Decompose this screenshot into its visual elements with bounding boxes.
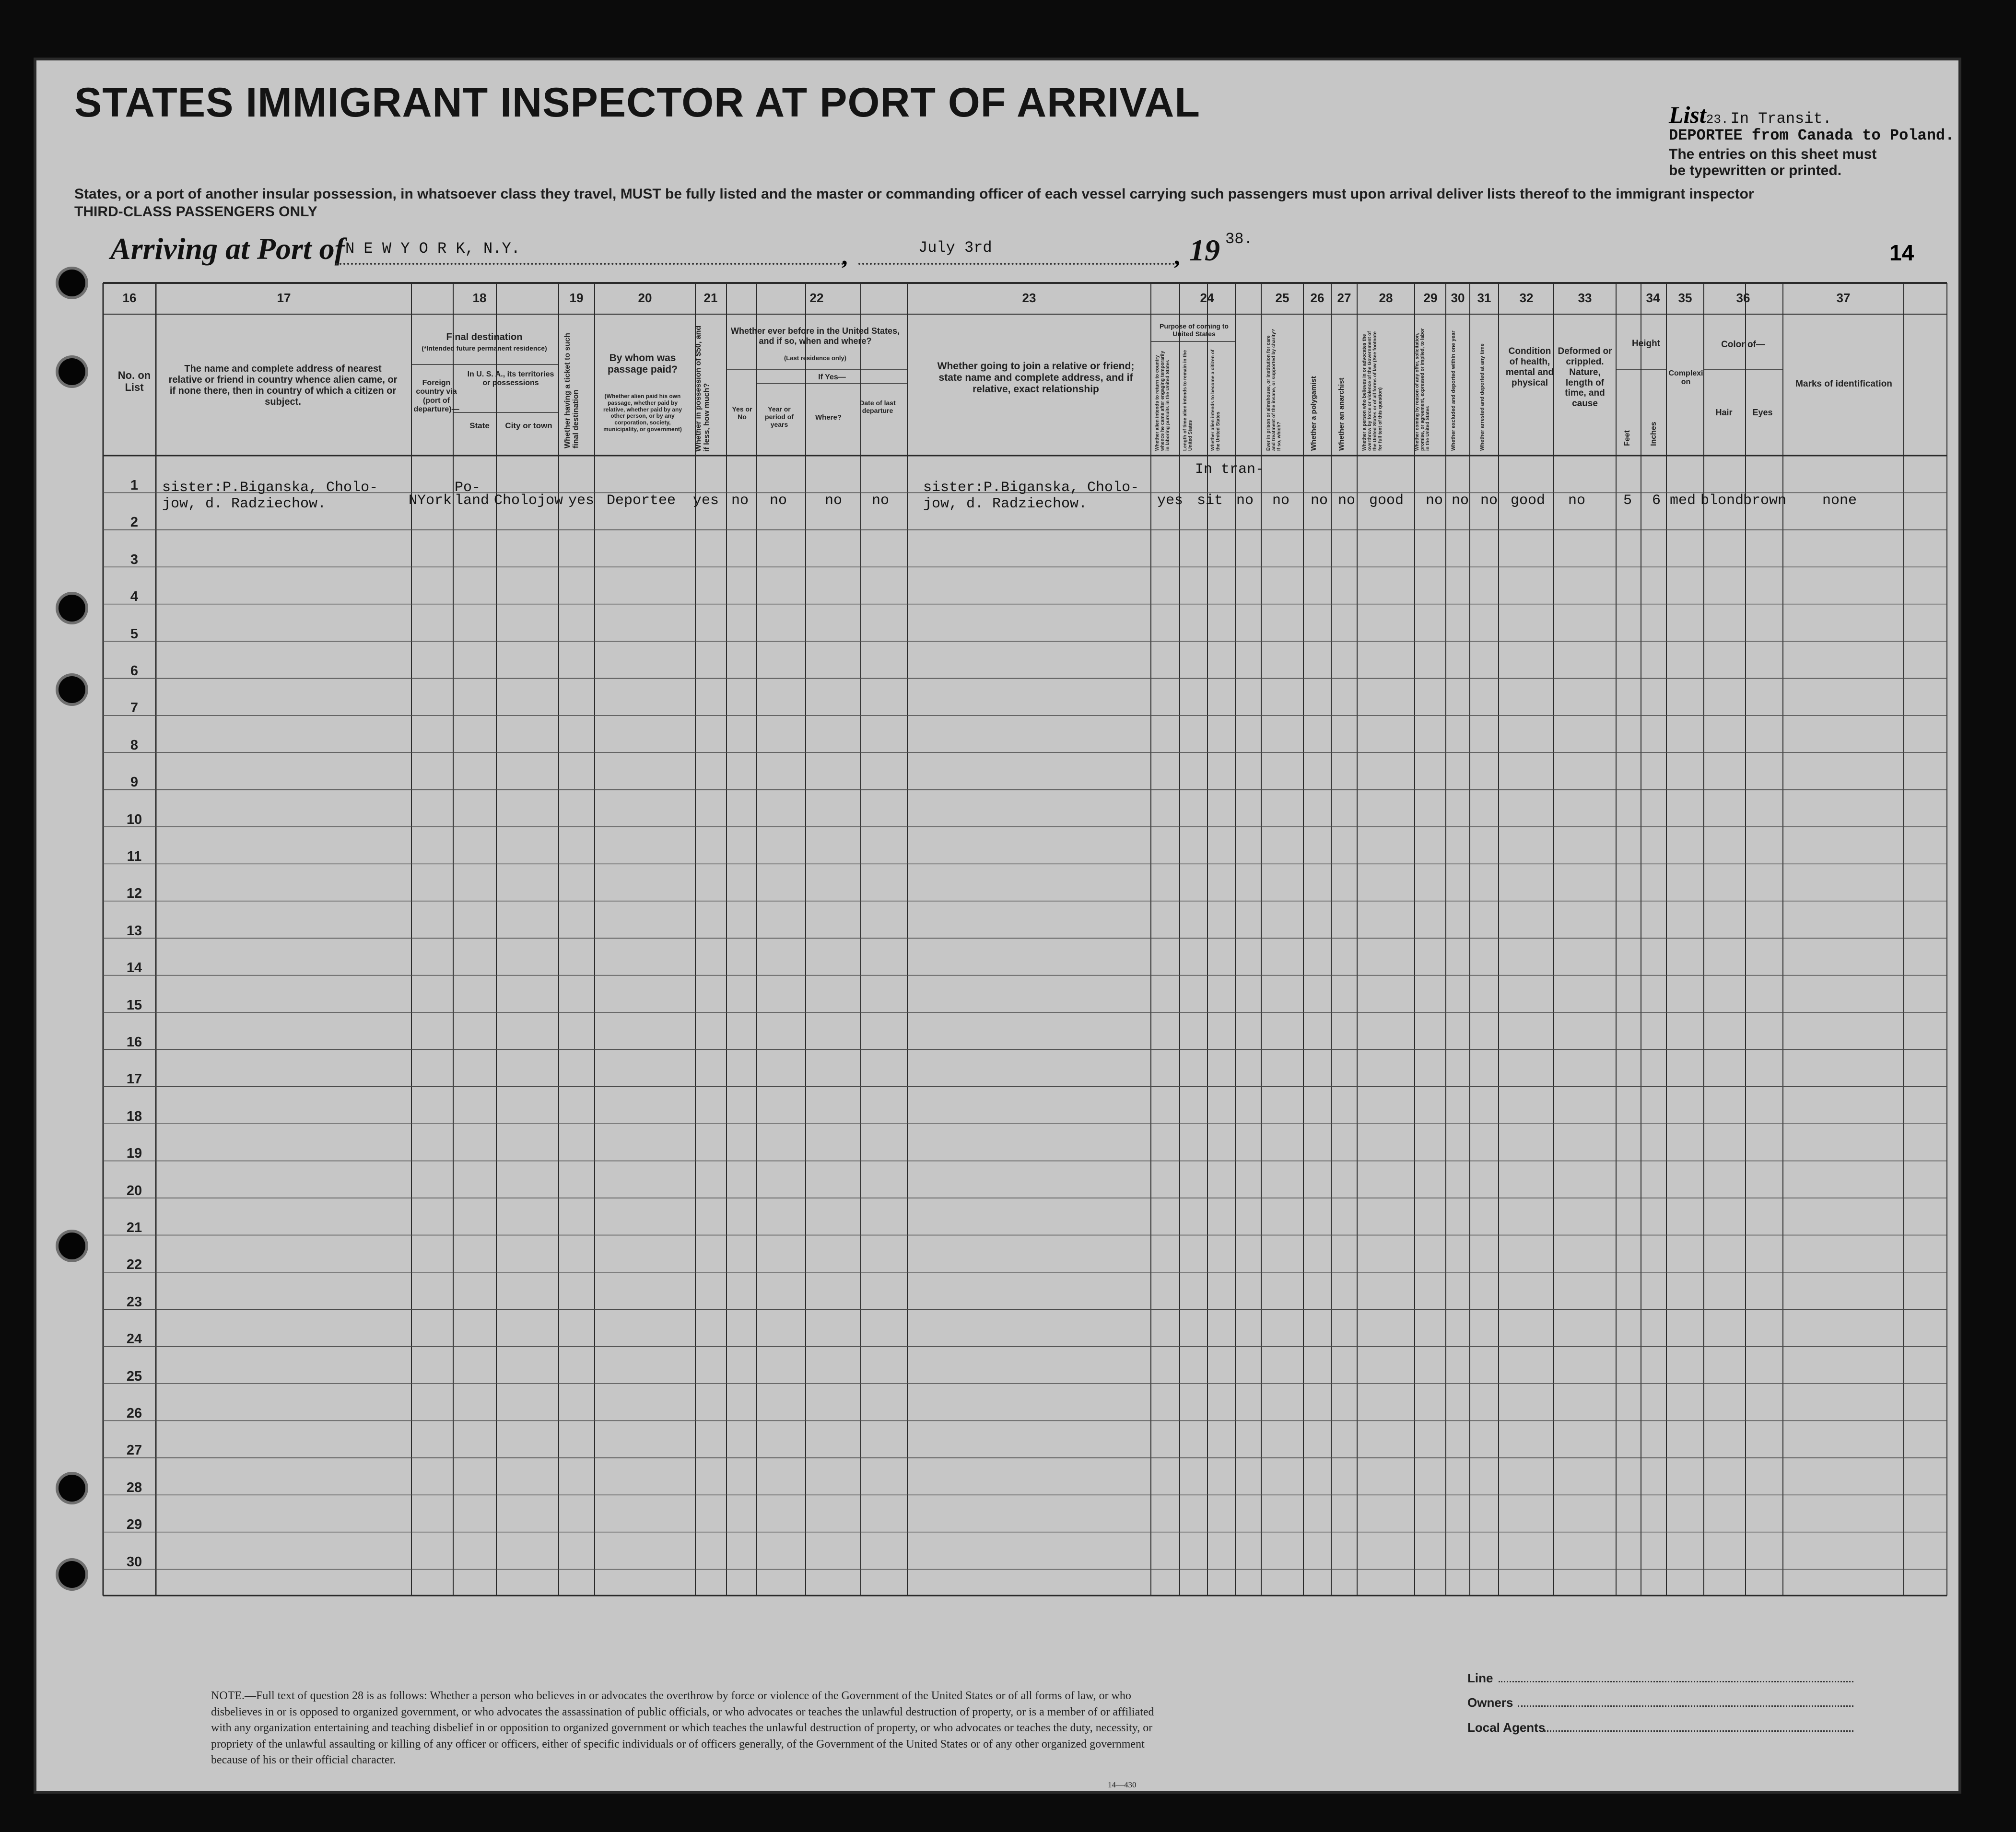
year-suffix: 38. [1225, 230, 1253, 248]
header-state: State [469, 421, 490, 430]
entry-q31: no [1480, 493, 1498, 509]
header-year-period: Year or period of years [765, 405, 794, 429]
entry-eyes: brown [1743, 493, 1787, 509]
column-number: 30 [1451, 291, 1465, 305]
row-number: 13 [126, 923, 142, 939]
row-number: 25 [126, 1368, 142, 1384]
header-final-destination: Final destination [446, 332, 523, 342]
footnote-question-28: NOTE.—Full text of question 28 is as follows: Whether a person who believes in or advocates the overthrow by force or violence of the Government of the United States or of all forms of law, or who disbelieves in or is opposed to organized government, or who advocates the assassination of public officials, or who advocates or teaches the unlawful destruction of property, or is a member of or affiliated with any organization entertaining and teaching disbelief in or opposition to organized government or which teaches the unlawful destruction of property, or who advocates or teaches the duty, necessity, or propriety of the unlawful assaulting or killing of any officer or officers, either of specific individuals or of officers generally, of the Government of the United States or of any other organized government because of his or their official character. [211, 1690, 1154, 1767]
entry-where: no [825, 493, 843, 509]
row-number: 14 [126, 960, 142, 976]
entry-prison: no [1272, 493, 1290, 509]
form-number: 14—430 [1108, 1780, 1137, 1789]
entry-city: Cholojow [494, 493, 563, 509]
entry-marks: none [1822, 493, 1857, 509]
page-number: 14 [1889, 240, 1914, 265]
row-number: 27 [126, 1443, 142, 1458]
entry-inches: 6 [1652, 493, 1661, 509]
column-number: 26 [1310, 291, 1324, 305]
row-number: 17 [126, 1071, 142, 1087]
entries-note1: The entries on this sheet must [1669, 146, 1877, 162]
header-ticket: Whether having a ticket to such final destination [563, 333, 580, 448]
line-label: Line [1467, 1671, 1493, 1685]
row-number: 21 [126, 1220, 142, 1235]
row-number: 1 [130, 478, 139, 493]
entry-before-us: no [731, 493, 749, 509]
row-number: 15 [126, 997, 142, 1013]
list-note: In Transit. [1730, 110, 1832, 128]
column-number: 35 [1678, 291, 1692, 305]
row-number: 26 [126, 1406, 142, 1421]
header-ever-before-sub: (Last residence only) [784, 354, 847, 362]
header-hair: Hair [1715, 408, 1733, 417]
row-number: 9 [130, 775, 139, 790]
row-number: 28 [126, 1480, 142, 1495]
column-number: 31 [1477, 291, 1491, 305]
header-marks: Marks of identification [1795, 379, 1892, 389]
row-number: 12 [126, 886, 142, 902]
header-ever-before: Whether ever before in the United States, and if so, when and where? [730, 326, 900, 346]
row-number: 3 [130, 552, 139, 567]
date-value: July 3rd [918, 239, 992, 257]
port-value: N E W Y O R K, N.Y. [345, 240, 520, 258]
column-number: 34 [1646, 291, 1660, 305]
entry-polygamist: no [1311, 493, 1328, 509]
row-number: 19 [126, 1146, 142, 1162]
header-purpose: Purpose of coming to United States [1160, 322, 1229, 338]
header-inches: Inches [1650, 422, 1658, 446]
header-city: City or town [505, 421, 552, 430]
row-number: 7 [130, 700, 139, 716]
header-q28: Whether a person who believes in or advocates the overthrow by force or violence of the Government of the United States or of all forms of law (See footnote for full text of this question) [1362, 331, 1383, 451]
subtitle-line2: THIRD-CLASS PASSENGERS ONLY [74, 204, 317, 220]
entry-passage-paid: Deportee [607, 493, 676, 509]
header-no-on-list: No. on List [117, 369, 151, 394]
entry-ticket: yes [568, 493, 595, 509]
column-number: 28 [1379, 291, 1393, 305]
header-passage-paid-sub: (Whether alien paid his own passage, whether paid by relative, whether paid by any other person, or by any corporation, society, municipality, or government) [603, 393, 682, 433]
column-number: 24 [1200, 291, 1214, 305]
entry-relative-line2: jow, d. Radziechow. [162, 496, 327, 512]
header-final-destination-sub: (*Intended future permanent residence) [422, 344, 547, 352]
entry-q30: no [1452, 493, 1469, 509]
entries-note2: be typewritten or printed. [1669, 163, 1842, 178]
header-q31: Whether arrested and deported at any time [1479, 343, 1485, 451]
list-label: List [1669, 101, 1706, 128]
header-yes-no: Yes or No [732, 405, 752, 421]
entry-deformed: no [1568, 493, 1586, 509]
column-number: 18 [472, 291, 487, 305]
header-q29: Whether coming by reason of any offer, solicitation, promise, or agreement, expressed or implied, to labor in the United States [1415, 328, 1430, 451]
agents-dots [1544, 1730, 1853, 1732]
row-number: 22 [126, 1257, 142, 1273]
header-feet: Feet [1623, 430, 1631, 446]
row-number: 16 [126, 1034, 142, 1050]
header-q30: Whether excluded and deported within one year [1451, 330, 1456, 451]
entry-hair: blond [1700, 493, 1744, 509]
header-purpose-citizen: Whether alien intends to become a citizen of the United States [1210, 349, 1221, 451]
header-prison: Ever in prison or almshouse, or institution for care and treatment of the insane, or supported by charity? If so, which? [1266, 329, 1282, 451]
entry-state-line1: Po- [455, 480, 481, 496]
column-number: 33 [1578, 291, 1592, 305]
entry-year-period: no [770, 493, 787, 509]
column-number: 25 [1275, 291, 1289, 305]
column-number: 29 [1423, 291, 1438, 305]
entry-health: good [1511, 493, 1546, 509]
entry-citizen: no [1236, 493, 1254, 509]
owners-label: Owners [1467, 1695, 1513, 1710]
row-number: 11 [127, 849, 142, 864]
owners-dots [1518, 1705, 1853, 1707]
row-number: 20 [126, 1183, 142, 1198]
column-number: 21 [703, 291, 718, 305]
header-anarchist: Whether an anarchist [1337, 377, 1346, 451]
header-fifty-dollars: Whether in possession of $50, and if less, how much? [694, 325, 711, 452]
header-usa: In U. S. A., its territories or possessions [467, 370, 554, 388]
row-number: 5 [130, 626, 139, 642]
comma: , [1174, 243, 1180, 270]
entry-q28: good [1369, 493, 1404, 509]
header-relative-address: The name and complete address of nearest relative or friend in country whence alien came, or if none there, then in country of which a citizen or subject. [168, 364, 398, 407]
deportee-note: DEPORTEE from Canada to Poland. [1669, 127, 1955, 144]
column-number: 32 [1519, 291, 1534, 305]
entry-length-line1: In tran- [1195, 461, 1265, 478]
header-passage-paid: By whom was passage paid? [608, 352, 678, 376]
row-number: 6 [130, 663, 139, 679]
page-title: STATES IMMIGRANT INSPECTOR AT PORT OF ARRIVAL [74, 80, 1200, 126]
row-number: 10 [126, 811, 142, 827]
header-purpose-length: Length of time alien intends to remain in the United States [1183, 350, 1193, 451]
row-number: 8 [130, 737, 139, 753]
entry-length-line2: sit [1197, 493, 1223, 509]
entry-join-line2: jow, d. Radziechow. [923, 496, 1088, 512]
column-number: 22 [809, 291, 824, 305]
entry-anarchist: no [1338, 493, 1356, 509]
column-number: 27 [1337, 291, 1351, 305]
line-dots [1499, 1681, 1853, 1682]
header-height: Height [1631, 339, 1661, 349]
subtitle-line1: States, or a port of another insular possession, in whatsoever class they travel, MUST be fully listed and the master or commanding officer of each vessel carrying such passengers must upon arrival deliver lists thereof to the immigrant inspector [74, 186, 1754, 202]
row-number: 4 [130, 589, 139, 605]
entry-complexion: med [1670, 493, 1696, 509]
entry-fifty-dollars: yes [693, 493, 719, 509]
header-polygamist: Whether a polygamist [1310, 376, 1318, 451]
arriving-label: Arriving at Port of [110, 232, 345, 266]
column-number: 20 [638, 291, 652, 305]
header-deformed: Deformed or crippled. Nature, length of time, and cause [1558, 346, 1612, 409]
column-number: 36 [1736, 291, 1750, 305]
header-health: Condition of health, mental and physical [1505, 346, 1554, 388]
column-number: 37 [1836, 291, 1851, 305]
row-number: 2 [130, 515, 139, 530]
header-eyes: Eyes [1752, 408, 1773, 417]
header-purpose-return: Whether alien intends to return to country whence he came after engaging temporarily in laboring pursuits in the United States [1155, 351, 1171, 451]
row-number: 29 [126, 1517, 142, 1533]
entry-foreign-via: NYork [409, 493, 452, 509]
year-prefix: 19 [1189, 233, 1220, 267]
header-color-of: Color of— [1721, 340, 1765, 350]
entry-date-departure: no [872, 493, 890, 509]
list-number: 23. [1706, 112, 1729, 127]
header-complexion: Complexion [1668, 369, 1703, 387]
entry-relative-line1: sister:P.Biganska, Cholo- [162, 480, 378, 496]
column-number: 17 [277, 291, 291, 305]
row-number: 23 [126, 1294, 142, 1310]
entry-feet: 5 [1623, 493, 1632, 509]
row-number: 24 [126, 1331, 142, 1347]
header-if-yes: If Yes— [818, 373, 846, 381]
entry-q29: no [1426, 493, 1443, 509]
header-foreign-via: Foreign country via (port of departure)— [413, 379, 459, 414]
row-number: 30 [126, 1554, 142, 1570]
column-number: 23 [1022, 291, 1036, 305]
column-number: 16 [122, 291, 137, 305]
comma: , [842, 243, 848, 270]
header-where: Where? [815, 413, 842, 422]
row-number: 18 [126, 1108, 142, 1124]
entry-join-line1: sister:P.Biganska, Cholo- [923, 480, 1139, 496]
agents-label: Local Agents [1467, 1720, 1546, 1735]
entry-state-line2: land [455, 493, 490, 509]
entry-return-intent: yes [1157, 493, 1184, 509]
header-join-relative: Whether going to join a relative or friend; state name and complete address, and if relative, exact relationship [937, 361, 1135, 395]
column-number: 19 [569, 291, 584, 305]
header-date-departure: Date of last departure [859, 399, 896, 415]
